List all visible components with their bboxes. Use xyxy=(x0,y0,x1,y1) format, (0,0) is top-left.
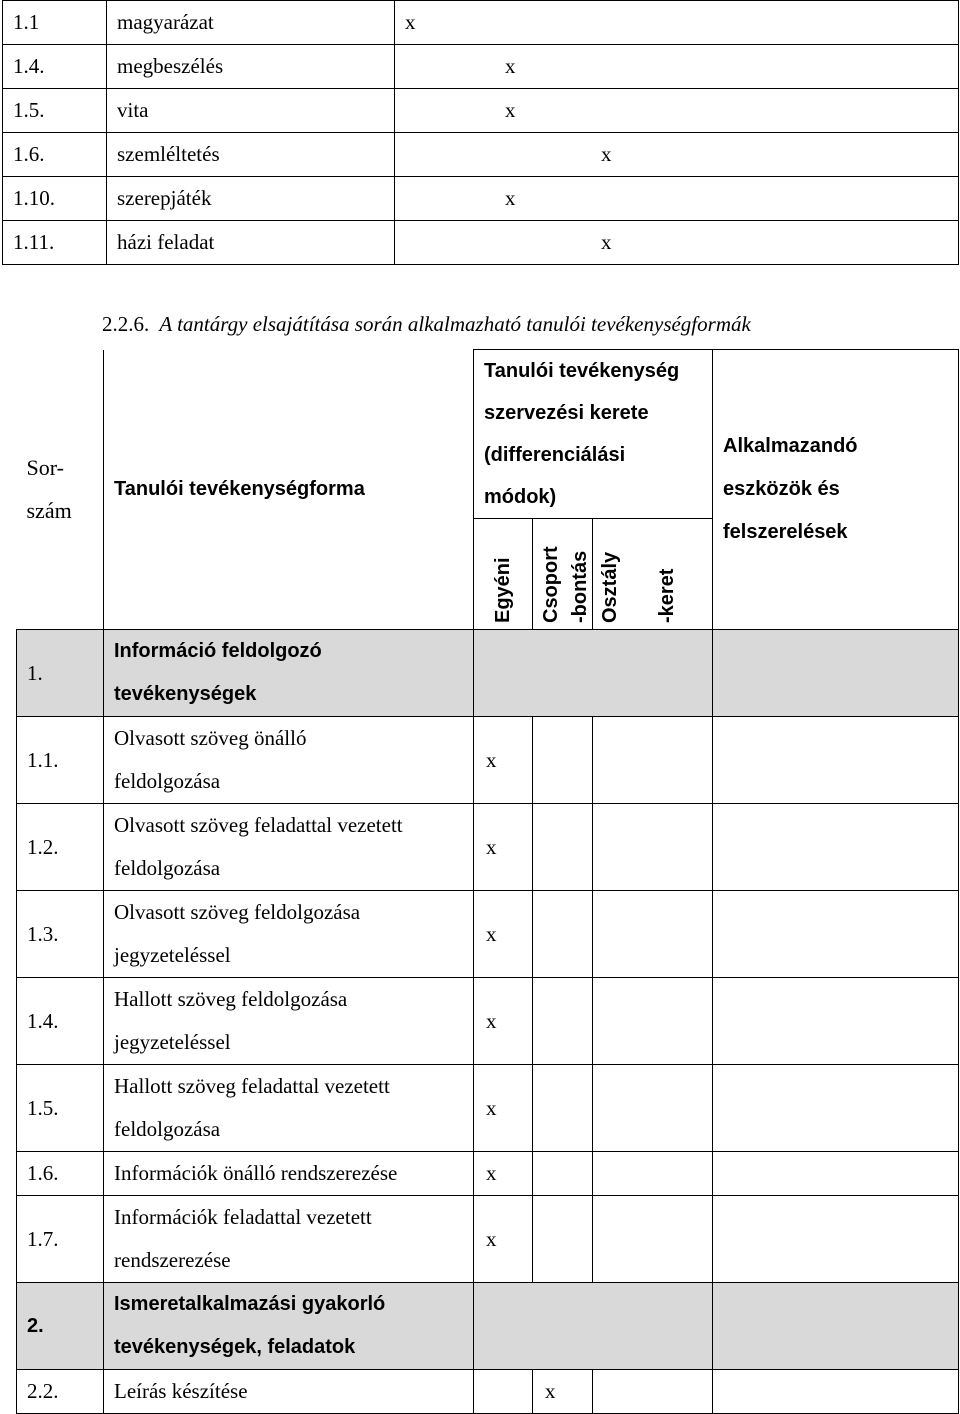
activity-table xyxy=(16,349,959,1414)
row-num: 1.5. xyxy=(17,1065,104,1152)
method-label: házi feladat xyxy=(107,221,395,265)
table-row xyxy=(17,1065,959,1152)
csoport-cell xyxy=(533,891,593,978)
row-label-line1: Olvasott szöveg feladattal vezetett xyxy=(114,813,403,837)
row-num: 1.3. xyxy=(17,891,104,978)
row-num: 2.2. xyxy=(17,1370,104,1414)
row-label-line1: Olvasott szöveg feldolgozása xyxy=(114,900,361,924)
row-label-line1: Hallott szöveg feldolgozása xyxy=(114,987,348,1011)
osztaly-header xyxy=(593,519,713,630)
method-num: 1.11. xyxy=(3,221,107,265)
table-row xyxy=(3,1,959,45)
method-num: 1.5. xyxy=(3,89,107,133)
org-cell xyxy=(474,1283,713,1370)
methods-table xyxy=(2,0,959,265)
csoport-cell xyxy=(533,978,593,1065)
csoport-cell: x xyxy=(533,1370,593,1414)
row-label-line2: jegyzeteléssel xyxy=(114,1030,231,1054)
row-label xyxy=(104,978,474,1065)
row-label-line1: Ismeretalkalmazási gyakorló xyxy=(114,1293,386,1315)
org-line3: (differenciálási xyxy=(484,444,626,466)
csoport-label: Csoport xyxy=(539,546,562,623)
row-num: 1.2. xyxy=(17,804,104,891)
row-label-line2: feldolgozása xyxy=(114,769,221,793)
row-label-line2: tevékenységek, feladatok xyxy=(114,1336,356,1358)
tools-cell xyxy=(713,1065,959,1152)
section-heading xyxy=(102,304,751,344)
table-row xyxy=(3,177,959,221)
row-label-line2: feldolgozása xyxy=(114,856,221,880)
csoport-cell xyxy=(533,1196,593,1283)
tools-cell xyxy=(713,1152,959,1196)
tools-cell xyxy=(713,978,959,1065)
tools-line3: felszerelések xyxy=(723,521,848,543)
row-label-line1: Információ feldolgozó xyxy=(114,640,322,662)
table-row xyxy=(3,45,959,89)
table-row xyxy=(17,804,959,891)
csoport-cell xyxy=(533,717,593,804)
org-line4: módok) xyxy=(484,486,557,508)
tools-line2: eszközök és xyxy=(723,478,840,500)
egyeni-cell: x xyxy=(474,717,533,804)
org-line1: Tanulói tevékenység xyxy=(484,360,680,382)
tools-cell xyxy=(713,717,959,804)
method-label: magyarázat xyxy=(107,1,395,45)
form-header: Tanulói tevékenységforma xyxy=(104,350,474,630)
section-title: A tantárgy elsajátítása során alkalmazható tanulói tevékenységformák xyxy=(159,312,751,336)
sorszam-line2: szám xyxy=(26,498,72,524)
org-header xyxy=(474,350,713,519)
row-num: 1.7. xyxy=(17,1196,104,1283)
table-row xyxy=(17,1370,959,1414)
sorszam-line1: Sor- xyxy=(26,455,64,481)
mark-x: x xyxy=(601,142,612,166)
osztaly-cell xyxy=(593,891,713,978)
method-label: szemléltetés xyxy=(107,133,395,177)
table-row xyxy=(3,133,959,177)
tools-cell xyxy=(713,891,959,978)
osztaly-cell xyxy=(593,1370,713,1414)
table-row xyxy=(17,717,959,804)
tools-cell xyxy=(713,1196,959,1283)
osztaly-cell xyxy=(593,1065,713,1152)
method-label: szerepjáték xyxy=(107,177,395,221)
row-label xyxy=(104,630,474,717)
table-row xyxy=(17,1152,959,1196)
method-label: megbeszélés xyxy=(107,45,395,89)
tools-cell xyxy=(713,1283,959,1370)
org-cell xyxy=(474,630,713,717)
mark-x: x xyxy=(601,230,612,254)
egyeni-header xyxy=(474,519,533,630)
table-row xyxy=(17,978,959,1065)
method-mark xyxy=(395,45,959,89)
row-label xyxy=(104,804,474,891)
row-label xyxy=(104,1196,474,1283)
bontas-label: -bontás xyxy=(569,550,592,623)
table-row xyxy=(17,891,959,978)
osztaly-cell xyxy=(593,978,713,1065)
row-num: 1.6. xyxy=(17,1152,104,1196)
csoport-cell xyxy=(533,1152,593,1196)
row-label: Leírás készítése xyxy=(104,1370,474,1414)
osztaly-cell xyxy=(593,717,713,804)
row-label-line2: jegyzeteléssel xyxy=(114,943,231,967)
egyeni-cell: x xyxy=(474,1152,533,1196)
csoport-header xyxy=(533,519,593,630)
method-num: 1.1 xyxy=(3,1,107,45)
egyeni-cell: x xyxy=(474,1065,533,1152)
tools-line1: Alkalmazandó xyxy=(723,435,858,457)
method-mark xyxy=(395,133,959,177)
egyeni-label: Egyéni xyxy=(492,557,514,623)
org-line2: szervezési kerete xyxy=(484,402,649,424)
egyeni-cell: x xyxy=(474,891,533,978)
row-num: 1. xyxy=(17,630,104,717)
mark-x: x xyxy=(505,186,516,210)
method-mark xyxy=(395,177,959,221)
method-num: 1.4. xyxy=(3,45,107,89)
table-row xyxy=(3,89,959,133)
table-row xyxy=(3,221,959,265)
tools-header xyxy=(713,350,959,630)
method-mark xyxy=(395,89,959,133)
method-num: 1.6. xyxy=(3,133,107,177)
row-label-line2: tevékenységek xyxy=(114,683,257,705)
keret-label: -keret xyxy=(655,568,678,623)
mark-x: x xyxy=(505,98,516,122)
table-row xyxy=(17,1196,959,1283)
method-num: 1.10. xyxy=(3,177,107,221)
row-num: 2. xyxy=(17,1283,104,1370)
row-num: 1.1. xyxy=(17,717,104,804)
table-row xyxy=(17,1283,959,1370)
row-label-line2: feldolgozása xyxy=(114,1117,221,1141)
csoport-cell xyxy=(533,804,593,891)
section-number: 2.2.6. xyxy=(102,312,150,336)
osztaly-cell xyxy=(593,1152,713,1196)
tools-cell xyxy=(713,630,959,717)
osztaly-label: Osztály xyxy=(598,551,621,623)
mark-x: x xyxy=(405,10,416,34)
row-label: Információk önálló rendszerezése xyxy=(104,1152,474,1196)
method-mark xyxy=(395,221,959,265)
egyeni-cell: x xyxy=(474,978,533,1065)
row-label-line1: Olvasott szöveg önálló xyxy=(114,726,307,750)
method-label: vita xyxy=(107,89,395,133)
header-row xyxy=(17,350,959,519)
row-label xyxy=(104,1283,474,1370)
egyeni-cell: x xyxy=(474,804,533,891)
row-label xyxy=(104,891,474,978)
row-label xyxy=(104,1065,474,1152)
row-label-line1: Információk feladattal vezetett xyxy=(114,1205,372,1229)
osztaly-cell xyxy=(593,1196,713,1283)
method-mark xyxy=(395,1,959,45)
osztaly-cell xyxy=(593,804,713,891)
csoport-cell xyxy=(533,1065,593,1152)
row-label-line1: Hallott szöveg feladattal vezetett xyxy=(114,1074,390,1098)
tools-cell xyxy=(713,1370,959,1414)
row-label-line2: rendszerezése xyxy=(114,1248,231,1272)
row-label xyxy=(104,717,474,804)
table-row xyxy=(17,630,959,717)
tools-cell xyxy=(713,804,959,891)
row-num: 1.4. xyxy=(17,978,104,1065)
egyeni-cell xyxy=(474,1370,533,1414)
egyeni-cell: x xyxy=(474,1196,533,1283)
mark-x: x xyxy=(505,54,516,78)
sorszam-header xyxy=(17,350,104,630)
